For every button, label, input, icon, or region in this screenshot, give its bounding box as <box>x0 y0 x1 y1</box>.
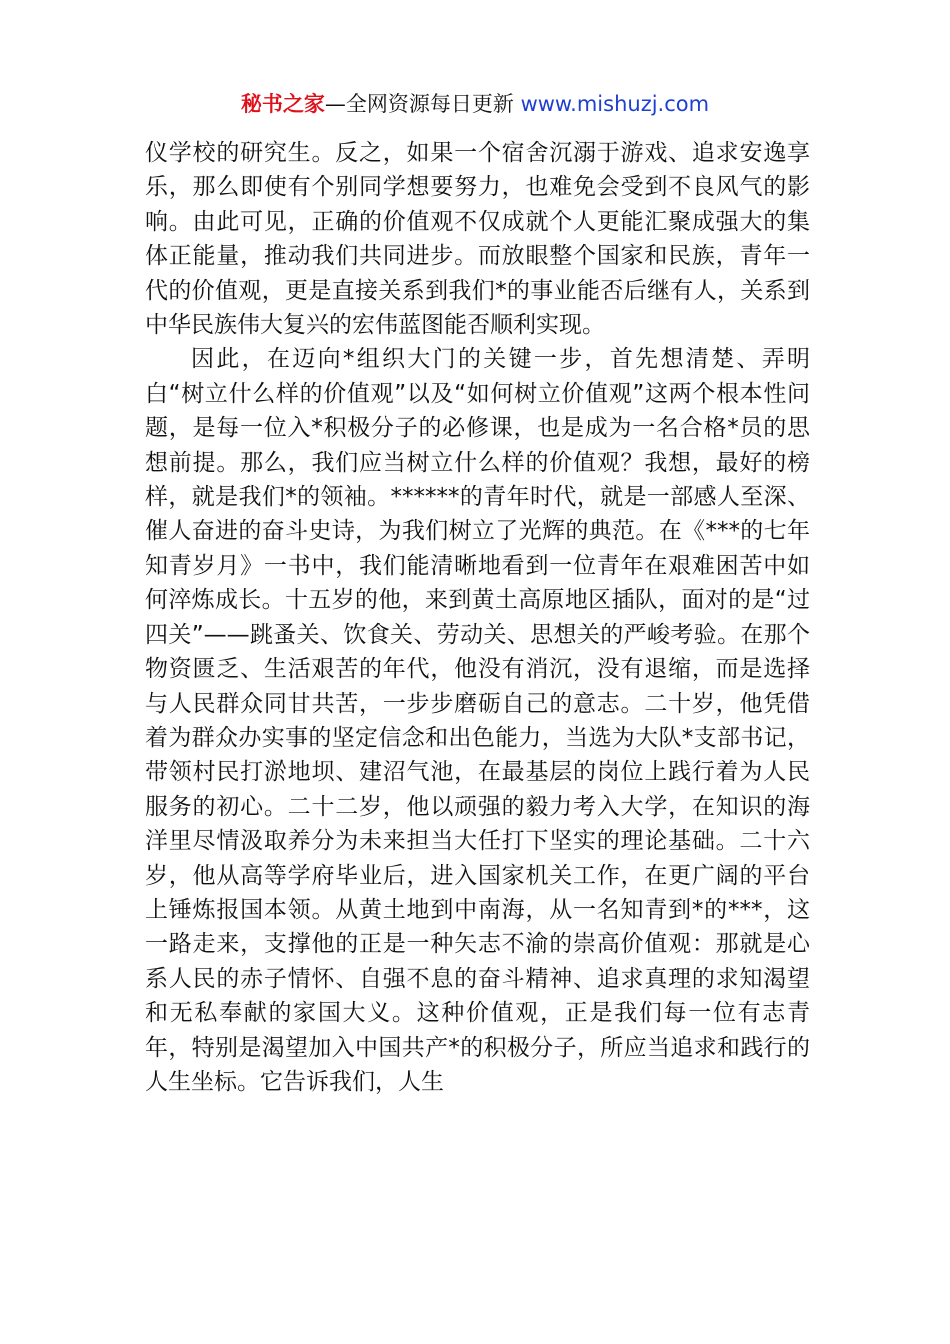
site-header <box>0 88 950 120</box>
paragraph-continued: 仪学校的研究生。反之，如果一个宿舍沉溺于游戏、追求安逸享乐，那么即使有个别同学想要努力，也难免会受到不良风气的影响。由此可见，正确的价值观不仅成就个人更能汇聚成强大的集体正能量，推动我们共同进步。而放眼整个国家和民族，青年一代的价值观，更是直接关系到我们*的事业能否后继有人，关系到中华民族伟大复兴的宏伟蓝图能否顺利实现。 <box>145 140 810 339</box>
brand-name: 秘书之家 <box>240 92 325 116</box>
paragraph-main: 因此，在迈向*组织大门的关键一步，首先想清楚、弄明白“树立什么样的价值观”以及“如何树立价值观”这两个根本性问题，是每一位入*积极分子的必修课，也是成为一名合格*员的思想前提。那么，我们应当树立什么样的价值观？我想，最好的榜样，就是我们*的领袖。******的青年时代，就是一部感人至深、催人奋进的奋斗史诗，为我们树立了光辉的典范。在《***的七年知青岁月》一书中，我们能清晰地看到一位青年在艰难困苦中如何淬炼成长。十五岁的他，来到黄土高原地区插队，面对的是“过四关”——跳蚤关、饮食关、劳动关、思想关的严峻考验。在那个物资匮乏、生活艰苦的年代，他没有消沉，没有退缩，而是选择与人民群众同甘共苦，一步步磨砺自己的意志。二十岁，他凭借着为群众办实事的坚定信念和出色能力，当选为大队*支部书记，带领村民打淤地坝、建沼气池，在最基层的岗位上践行着为人民服务的初心。二十二岁，他以顽强的毅力考入大学，在知识的海洋里尽情汲取养分为未来担当大任打下坚实的理论基础。二十六岁，他从高等学府毕业后，进入国家机关工作，在更广阔的平台上锤炼报国本领。从黄土地到中南海，从一名知青到*的***，这一路走来，支撑他的正是一种矢志不渝的崇高价值观：那就是心系人民的赤子情怀、自强不息的奋斗精神、追求真理的求知渴望和无私奉献的家国大义。这种价值观，正是我们每一位有志青年，特别是渴望加入中国共产*的积极分子，所应当追求和践行的人生坐标。它告诉我们，人生 <box>145 346 810 1095</box>
document-body <box>145 136 810 1099</box>
header-tagline: —全网资源每日更新 <box>324 92 514 116</box>
site-url-link[interactable]: www.mishuzj.com <box>520 92 710 116</box>
